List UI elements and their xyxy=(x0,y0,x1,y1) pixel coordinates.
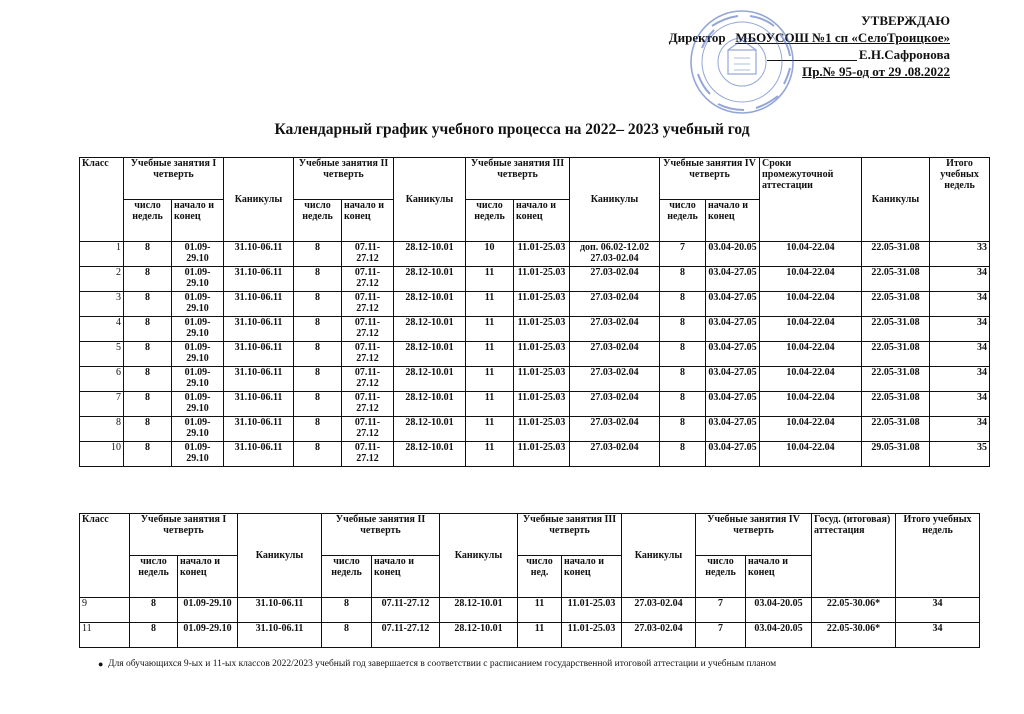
header-total: Итого учебных недель xyxy=(896,514,980,598)
cell-dates-q1: 01.09-29.10 xyxy=(172,242,224,267)
cell-holidays-2: 28.12-10.01 xyxy=(394,442,466,467)
cell-holidays-2: 28.12-10.01 xyxy=(394,317,466,342)
cell-holidays-4: 22.05-31.08 xyxy=(862,292,930,317)
cell-attestation: 10.04-22.04 xyxy=(760,317,862,342)
cell-class: 2 xyxy=(80,267,124,292)
table-row xyxy=(80,598,980,623)
cell-dates-q4: 03.04-27.05 xyxy=(706,442,760,467)
header-weeks: число нед. xyxy=(518,556,562,598)
cell-state-attestation: 22.05-30.06* xyxy=(812,623,896,648)
cell-dates-q3: 11.01-25.03 xyxy=(562,598,622,623)
cell-holidays-1: 31.10-06.11 xyxy=(224,292,294,317)
header-dates: начало и конец xyxy=(706,200,760,242)
header-dates: начало и конец xyxy=(746,556,812,598)
header-dates: начало и конец xyxy=(178,556,238,598)
cell-dates-q3: 11.01-25.03 xyxy=(514,242,570,267)
cell-total: 34 xyxy=(930,342,990,367)
cell-weeks-q2: 8 xyxy=(294,317,342,342)
cell-dates-q3: 11.01-25.03 xyxy=(514,442,570,467)
cell-class: 5 xyxy=(80,342,124,367)
schedule-table-grades-9-11 xyxy=(79,513,980,648)
cell-holidays-4: 22.05-31.08 xyxy=(862,367,930,392)
header-weeks: число недель xyxy=(660,200,706,242)
cell-weeks-q1: 8 xyxy=(124,292,172,317)
header-holidays-2: Каникулы xyxy=(440,514,518,598)
cell-class: 3 xyxy=(80,292,124,317)
cell-holidays-3: 27.03-02.04 xyxy=(570,442,660,467)
cell-dates-q3: 11.01-25.03 xyxy=(514,267,570,292)
cell-holidays-2: 28.12-10.01 xyxy=(394,242,466,267)
cell-holidays-1: 31.10-06.11 xyxy=(224,242,294,267)
cell-weeks-q1: 8 xyxy=(130,598,178,623)
table-row xyxy=(80,442,990,467)
header-q4: Учебные занятия IV четверть xyxy=(696,514,812,556)
cell-weeks-q2: 8 xyxy=(294,267,342,292)
cell-attestation: 10.04-22.04 xyxy=(760,292,862,317)
cell-total: 34 xyxy=(930,392,990,417)
cell-attestation: 10.04-22.04 xyxy=(760,367,862,392)
cell-holidays-3: 27.03-02.04 xyxy=(570,342,660,367)
header-dates: начало и конец xyxy=(342,200,394,242)
header-dates: начало и конец xyxy=(372,556,440,598)
cell-dates-q2: 07.11-27.12 xyxy=(342,442,394,467)
cell-weeks-q1: 8 xyxy=(124,367,172,392)
header-class: Класс xyxy=(80,514,130,598)
cell-holidays-4: 22.05-31.08 xyxy=(862,342,930,367)
cell-dates-q1: 01.09-29.10 xyxy=(172,417,224,442)
header-class: Класс xyxy=(80,158,124,242)
cell-dates-q1: 01.09-29.10 xyxy=(178,623,238,648)
header-q3: Учебные занятия III четверть xyxy=(466,158,570,200)
header-q4: Учебные занятия IV четверть xyxy=(660,158,760,200)
cell-weeks-q3: 11 xyxy=(466,392,514,417)
table-row xyxy=(80,292,990,317)
cell-attestation: 10.04-22.04 xyxy=(760,417,862,442)
header-q2: Учебные занятия II четверть xyxy=(322,514,440,556)
cell-holidays-1: 31.10-06.11 xyxy=(224,317,294,342)
cell-dates-q2: 07.11-27.12 xyxy=(342,342,394,367)
cell-weeks-q1: 8 xyxy=(124,442,172,467)
cell-weeks-q3: 11 xyxy=(466,317,514,342)
header-dates: начало и конец xyxy=(562,556,622,598)
director-name: Е.Н.Сафронова xyxy=(858,47,950,62)
cell-dates-q2: 07.11-27.12 xyxy=(342,242,394,267)
cell-class: 6 xyxy=(80,367,124,392)
cell-holidays-4: 22.05-31.08 xyxy=(862,242,930,267)
cell-holidays-4: 22.05-31.08 xyxy=(862,267,930,292)
table-row xyxy=(80,392,990,417)
cell-total: 34 xyxy=(930,267,990,292)
cell-dates-q3: 11.01-25.03 xyxy=(514,367,570,392)
cell-weeks-q4: 8 xyxy=(660,367,706,392)
footnote xyxy=(98,659,777,669)
cell-weeks-q1: 8 xyxy=(130,623,178,648)
cell-holidays-2: 28.12-10.01 xyxy=(440,598,518,623)
header-q1: Учебные занятия I четверть xyxy=(124,158,224,200)
cell-dates-q2: 07.11-27.12 xyxy=(342,392,394,417)
cell-holidays-3: 27.03-02.04 xyxy=(622,598,696,623)
cell-weeks-q3: 11 xyxy=(518,598,562,623)
cell-dates-q4: 03.04-27.05 xyxy=(706,367,760,392)
header-weeks: число недель xyxy=(466,200,514,242)
cell-dates-q1: 01.09-29.10 xyxy=(172,442,224,467)
cell-dates-q2: 07.11-27.12 xyxy=(342,417,394,442)
cell-dates-q4: 03.04-27.05 xyxy=(706,317,760,342)
cell-weeks-q3: 11 xyxy=(466,442,514,467)
cell-weeks-q2: 8 xyxy=(322,623,372,648)
cell-dates-q4: 03.04-20.05 xyxy=(706,242,760,267)
cell-holidays-2: 28.12-10.01 xyxy=(394,342,466,367)
cell-weeks-q2: 8 xyxy=(294,392,342,417)
cell-total: 34 xyxy=(896,623,980,648)
cell-dates-q1: 01.09-29.10 xyxy=(172,292,224,317)
cell-holidays-4: 22.05-31.08 xyxy=(862,417,930,442)
cell-weeks-q3: 11 xyxy=(466,342,514,367)
cell-class: 1 xyxy=(80,242,124,267)
cell-dates-q2: 07.11-27.12 xyxy=(372,598,440,623)
cell-holidays-1: 31.10-06.11 xyxy=(238,623,322,648)
header-weeks: число недель xyxy=(294,200,342,242)
header-q2: Учебные занятия II четверть xyxy=(294,158,394,200)
cell-dates-q1: 01.09-29.10 xyxy=(172,317,224,342)
cell-total: 35 xyxy=(930,442,990,467)
cell-dates-q4: 03.04-20.05 xyxy=(746,598,812,623)
cell-weeks-q3: 11 xyxy=(466,417,514,442)
cell-holidays-3: 27.03-02.04 xyxy=(570,292,660,317)
cell-weeks-q4: 8 xyxy=(660,442,706,467)
cell-total: 34 xyxy=(930,317,990,342)
cell-weeks-q4: 8 xyxy=(660,267,706,292)
cell-holidays-1: 31.10-06.11 xyxy=(224,367,294,392)
cell-weeks-q3: 11 xyxy=(466,267,514,292)
cell-weeks-q2: 8 xyxy=(294,442,342,467)
header-q3: Учебные занятия III четверть xyxy=(518,514,622,556)
cell-holidays-4: 22.05-31.08 xyxy=(862,317,930,342)
cell-weeks-q1: 8 xyxy=(124,342,172,367)
header-holidays-1: Каникулы xyxy=(238,514,322,598)
director-label: Директор xyxy=(668,30,726,45)
cell-holidays-4: 22.05-31.08 xyxy=(862,392,930,417)
cell-holidays-3: 27.03-02.04 xyxy=(570,367,660,392)
footnote-text: Для обучающихся 9-ых и 11-ых классов 2022/2023 учебный год завершается в соответствии с расписанием государственной итоговой аттестации и учебным планом xyxy=(108,659,777,669)
header-attestation: Сроки промежуточной аттестации xyxy=(760,158,862,242)
cell-weeks-q1: 8 xyxy=(124,267,172,292)
cell-weeks-q4: 7 xyxy=(696,623,746,648)
cell-holidays-2: 28.12-10.01 xyxy=(394,367,466,392)
cell-dates-q2: 07.11-27.12 xyxy=(342,292,394,317)
header-weeks: число недель xyxy=(322,556,372,598)
cell-weeks-q3: 11 xyxy=(518,623,562,648)
cell-weeks-q2: 8 xyxy=(294,342,342,367)
header-weeks: число недель xyxy=(130,556,178,598)
cell-dates-q1: 01.09-29.10 xyxy=(172,392,224,417)
school-name: МБОУСОШ №1 сп «СелоТроицкое» xyxy=(735,30,950,45)
cell-class: 7 xyxy=(80,392,124,417)
cell-weeks-q3: 11 xyxy=(466,292,514,317)
cell-dates-q3: 11.01-25.03 xyxy=(514,292,570,317)
cell-attestation: 10.04-22.04 xyxy=(760,342,862,367)
cell-dates-q4: 03.04-20.05 xyxy=(746,623,812,648)
cell-weeks-q2: 8 xyxy=(294,367,342,392)
cell-holidays-3: 27.03-02.04 xyxy=(570,317,660,342)
cell-holidays-2: 28.12-10.01 xyxy=(440,623,518,648)
cell-weeks-q4: 8 xyxy=(660,417,706,442)
cell-class: 11 xyxy=(80,623,130,648)
cell-weeks-q2: 8 xyxy=(294,417,342,442)
cell-dates-q1: 01.09-29.10 xyxy=(172,367,224,392)
cell-weeks-q3: 10 xyxy=(466,242,514,267)
cell-dates-q3: 11.01-25.03 xyxy=(514,317,570,342)
cell-holidays-3: 27.03-02.04 xyxy=(570,417,660,442)
header-state-attestation: Госуд. (итоговая) аттестация xyxy=(812,514,896,598)
cell-holidays-1: 31.10-06.11 xyxy=(224,342,294,367)
cell-dates-q4: 03.04-27.05 xyxy=(706,417,760,442)
cell-weeks-q4: 7 xyxy=(696,598,746,623)
cell-dates-q4: 03.04-27.05 xyxy=(706,267,760,292)
cell-holidays-3: доп. 06.02-12.02 27.03-02.04 xyxy=(570,242,660,267)
cell-weeks-q1: 8 xyxy=(124,417,172,442)
table-row xyxy=(80,342,990,367)
header-holidays-1: Каникулы xyxy=(224,158,294,242)
bullet-icon: ● xyxy=(98,659,104,669)
cell-holidays-1: 31.10-06.11 xyxy=(238,598,322,623)
table-row xyxy=(80,267,990,292)
cell-class: 9 xyxy=(80,598,130,623)
schedule-table-grades-1-10 xyxy=(79,157,990,467)
cell-class: 4 xyxy=(80,317,124,342)
header-holidays-3: Каникулы xyxy=(622,514,696,598)
cell-weeks-q1: 8 xyxy=(124,392,172,417)
cell-weeks-q2: 8 xyxy=(294,242,342,267)
cell-dates-q4: 03.04-27.05 xyxy=(706,392,760,417)
cell-weeks-q3: 11 xyxy=(466,367,514,392)
cell-weeks-q4: 8 xyxy=(660,392,706,417)
cell-holidays-1: 31.10-06.11 xyxy=(224,392,294,417)
header-holidays-3: Каникулы xyxy=(570,158,660,242)
cell-dates-q1: 01.09-29.10 xyxy=(172,267,224,292)
header-dates: начало и конец xyxy=(514,200,570,242)
cell-holidays-3: 27.03-02.04 xyxy=(622,623,696,648)
cell-weeks-q4: 8 xyxy=(660,292,706,317)
cell-dates-q3: 11.01-25.03 xyxy=(514,342,570,367)
approval-title: УТВЕРЖДАЮ xyxy=(861,13,950,28)
cell-holidays-3: 27.03-02.04 xyxy=(570,392,660,417)
table-row xyxy=(80,242,990,267)
cell-weeks-q4: 7 xyxy=(660,242,706,267)
cell-dates-q1: 01.09-29.10 xyxy=(172,342,224,367)
header-dates: начало и конец xyxy=(172,200,224,242)
cell-total: 34 xyxy=(930,292,990,317)
cell-holidays-2: 28.12-10.01 xyxy=(394,267,466,292)
header-weeks: число недель xyxy=(124,200,172,242)
cell-holidays-1: 31.10-06.11 xyxy=(224,417,294,442)
page-title: Календарный график учебного процесса на 2022– 2023 учебный год xyxy=(274,121,750,138)
cell-weeks-q4: 8 xyxy=(660,317,706,342)
cell-attestation: 10.04-22.04 xyxy=(760,242,862,267)
cell-dates-q4: 03.04-27.05 xyxy=(706,342,760,367)
cell-weeks-q2: 8 xyxy=(294,292,342,317)
cell-holidays-2: 28.12-10.01 xyxy=(394,392,466,417)
cell-dates-q3: 11.01-25.03 xyxy=(514,392,570,417)
school-stamp xyxy=(688,8,796,116)
cell-total: 34 xyxy=(930,367,990,392)
cell-weeks-q2: 8 xyxy=(322,598,372,623)
table-row xyxy=(80,367,990,392)
cell-total: 34 xyxy=(896,598,980,623)
header-weeks: число недель xyxy=(696,556,746,598)
table-row xyxy=(80,417,990,442)
cell-class: 10 xyxy=(80,442,124,467)
cell-dates-q2: 07.11-27.12 xyxy=(372,623,440,648)
cell-total: 34 xyxy=(930,417,990,442)
header-holidays-2: Каникулы xyxy=(394,158,466,242)
cell-dates-q4: 03.04-27.05 xyxy=(706,292,760,317)
table-row xyxy=(80,317,990,342)
cell-holidays-3: 27.03-02.04 xyxy=(570,267,660,292)
cell-holidays-1: 31.10-06.11 xyxy=(224,442,294,467)
cell-attestation: 10.04-22.04 xyxy=(760,392,862,417)
cell-dates-q3: 11.01-25.03 xyxy=(514,417,570,442)
header-q1: Учебные занятия I четверть xyxy=(130,514,238,556)
cell-dates-q2: 07.11-27.12 xyxy=(342,367,394,392)
cell-weeks-q4: 8 xyxy=(660,342,706,367)
cell-attestation: 10.04-22.04 xyxy=(760,442,862,467)
cell-holidays-2: 28.12-10.01 xyxy=(394,292,466,317)
cell-weeks-q1: 8 xyxy=(124,317,172,342)
cell-total: 33 xyxy=(930,242,990,267)
cell-weeks-q1: 8 xyxy=(124,242,172,267)
header-total: Итого учебных недель xyxy=(930,158,990,242)
cell-state-attestation: 22.05-30.06* xyxy=(812,598,896,623)
header-holidays-4: Каникулы xyxy=(862,158,930,242)
order-number: Пр.№ 95-од от 29 .08.2022 xyxy=(802,64,950,79)
cell-class: 8 xyxy=(80,417,124,442)
cell-holidays-1: 31.10-06.11 xyxy=(224,267,294,292)
cell-dates-q3: 11.01-25.03 xyxy=(562,623,622,648)
cell-dates-q2: 07.11-27.12 xyxy=(342,267,394,292)
cell-holidays-4: 29.05-31.08 xyxy=(862,442,930,467)
table-row xyxy=(80,623,980,648)
cell-attestation: 10.04-22.04 xyxy=(760,267,862,292)
cell-dates-q2: 07.11-27.12 xyxy=(342,317,394,342)
cell-dates-q1: 01.09-29.10 xyxy=(178,598,238,623)
cell-holidays-2: 28.12-10.01 xyxy=(394,417,466,442)
